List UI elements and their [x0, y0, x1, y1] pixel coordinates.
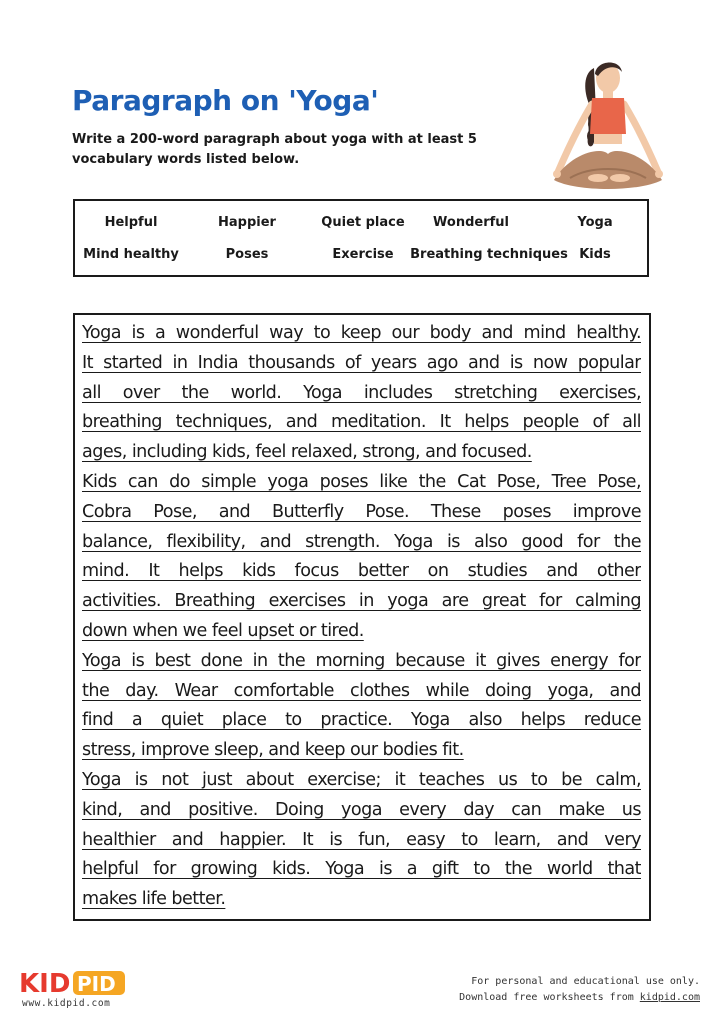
- paragraph-line: kind, and positive. Doing yoga every day can make us: [82, 799, 641, 820]
- vocab-word: Yoga: [577, 215, 613, 230]
- paragraph-line: all over the world. Yoga includes stretching exercises,: [82, 382, 641, 403]
- paragraph-line: Cobra Pose, and Butterfly Pose. These poses improve: [82, 501, 641, 522]
- logo-url: www.kidpid.com: [22, 998, 111, 1009]
- paragraph-box: [73, 313, 651, 921]
- footer-line-2-prefix: Download free worksheets from: [459, 992, 640, 1003]
- yoga-girl-illustration: [540, 54, 676, 196]
- paragraph-line: the day. Wear comfortable clothes while doing yoga, and: [82, 680, 641, 701]
- instructions-text: Write a 200-word paragraph about yoga with at least 5 vocabulary words listed below.: [72, 132, 477, 167]
- vocabulary-box: [73, 199, 649, 277]
- paragraph-line: activities. Breathing exercises in yoga are great for calming: [82, 591, 641, 612]
- paragraph-line: ages, including kids, feel relaxed, strong, and focused.: [82, 442, 532, 463]
- vocab-word: Exercise: [332, 247, 394, 262]
- paragraph-line: It started in India thousands of years ago and is now popular: [82, 352, 641, 373]
- paragraph-line: Kids can do simple yoga poses like the Cat Pose, Tree Pose,: [82, 471, 641, 492]
- paragraph-line: Yoga is a wonderful way to keep our body and mind healthy.: [82, 323, 641, 343]
- vocab-word: Poses: [225, 247, 269, 262]
- page-title: Paragraph on 'Yoga': [72, 84, 379, 117]
- vocab-word: Wonderful: [433, 215, 509, 230]
- vocab-word: Quiet place: [321, 215, 405, 230]
- paragraph-line: breathing techniques, and meditation. It helps people of all: [82, 412, 641, 433]
- paragraph-line: stress, improve sleep, and keep our bodies fit.: [82, 740, 464, 761]
- paragraph-line: Yoga is best done in the morning because it gives energy for: [82, 650, 641, 671]
- svg-text:PID: PID: [77, 972, 116, 996]
- paragraph-line: mind. It helps kids focus better on studies and other: [82, 561, 641, 582]
- vocab-word: Happier: [218, 215, 276, 230]
- vocab-word: Helpful: [104, 215, 158, 230]
- footer-line-1: For personal and educational use only.: [471, 976, 700, 987]
- paragraph-line: helpful for growing kids. Yoga is a gift to the world that: [82, 859, 641, 880]
- paragraph-line: Yoga is not just about exercise; it teaches us to be calm,: [82, 769, 641, 790]
- footer-note: [459, 974, 700, 1006]
- footer-line-2: [459, 990, 700, 1006]
- paragraph-line: find a quiet place to practice. Yoga also helps reduce: [82, 710, 641, 731]
- paragraph-line: balance, flexibility, and strength. Yoga is also good for the: [82, 531, 641, 552]
- svg-text:KID: KID: [19, 969, 71, 999]
- paragraph-line: down when we feel upset or tired.: [82, 620, 364, 641]
- vocab-word: Mind healthy: [83, 247, 179, 262]
- paragraph-line: makes life better.: [82, 889, 226, 910]
- vocab-word: Breathing techniques: [410, 247, 568, 262]
- footer-site-link[interactable]: kidpid.com: [639, 992, 700, 1003]
- vocab-word: Kids: [579, 247, 611, 262]
- paragraph-line: healthier and happier. It is fun, easy to learn, and very: [82, 829, 641, 850]
